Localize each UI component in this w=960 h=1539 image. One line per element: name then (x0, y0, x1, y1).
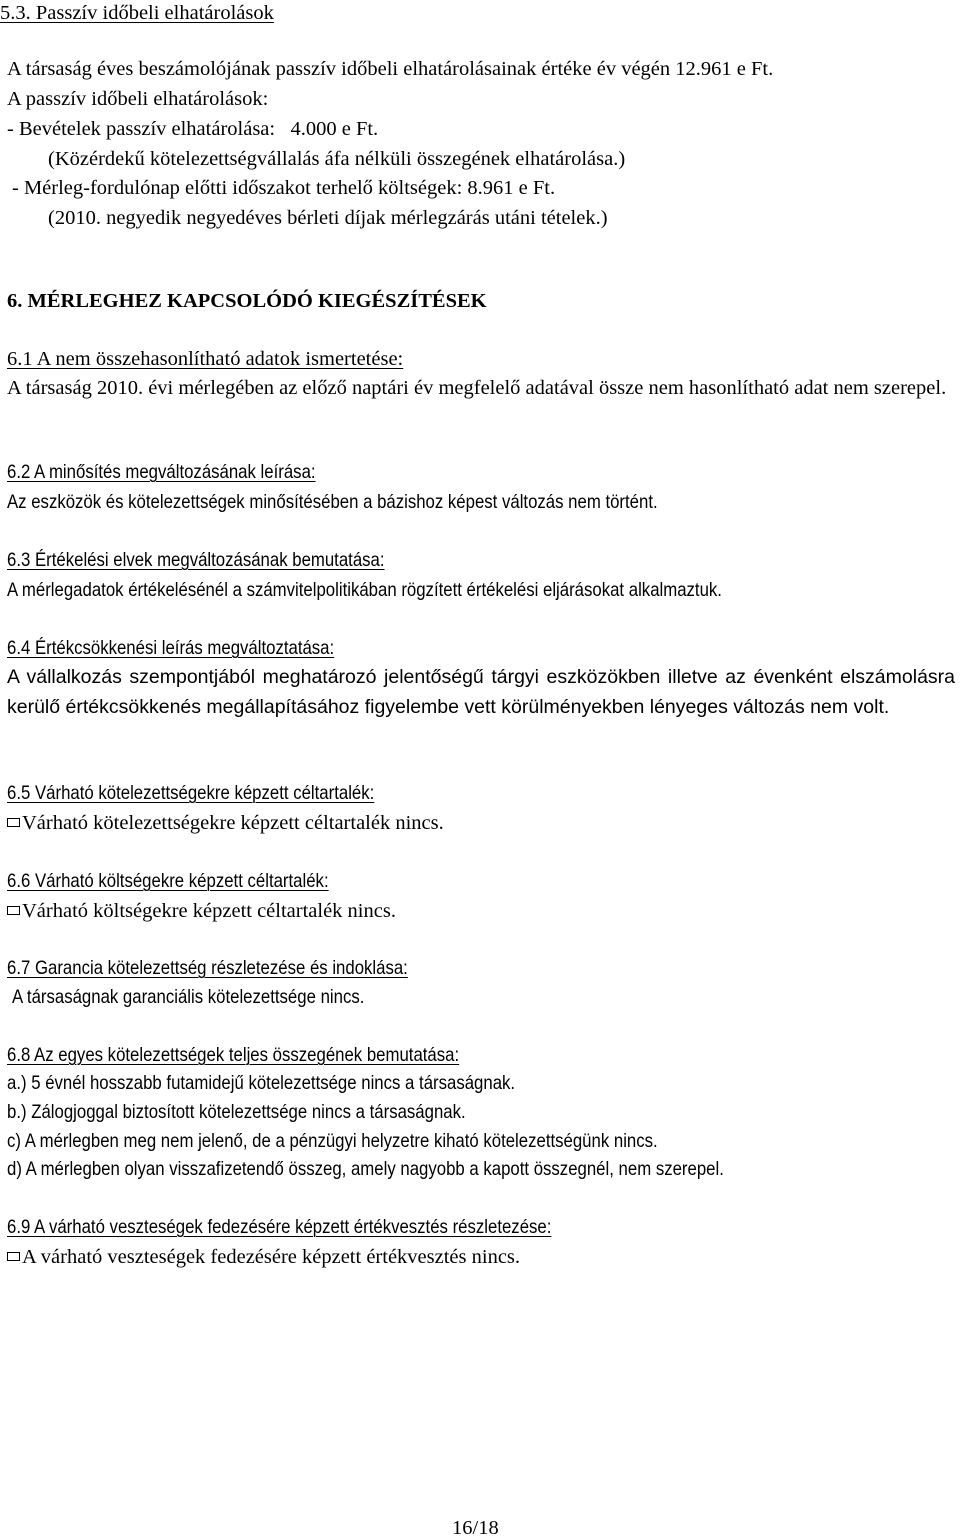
bullet-icon (7, 818, 20, 827)
section-6-5-text: Várható kötelezettségekre képzett céltartalék nincs. (7, 813, 444, 834)
paragraph-line: (Közérdekű kötelezettségvállalás áfa nélküli összegének elhatárolása.) (48, 148, 626, 170)
section-6-8-title: 6.8 Az egyes kötelezettségek teljes összegének bemutatása: (7, 1044, 460, 1066)
list-item: b.) Zálogjoggal biztosított kötelezettsége nincs a társaságnak. (7, 1101, 466, 1123)
list-item: c) A mérlegben meg nem jelenő, de a pénzügyi helyzetre kiható kötelezettségünk nincs. (7, 1130, 658, 1152)
section-6-7-text: A társaságnak garanciális kötelezettsége nincs. (12, 986, 365, 1008)
section-6-6-title: 6.6 Várható költségekre képzett céltartalék: (7, 870, 329, 892)
section-6-heading: 6. MÉRLEGHEZ KAPCSOLÓDÓ KIEGÉSZÍTÉSEK (7, 290, 487, 312)
section-6-9-text: A várható veszteségek fedezésére képzett értékvesztés nincs. (7, 1247, 520, 1268)
paragraph-line: A társaság éves beszámolójának passzív időbeli elhatárolásainak értéke év végén 12.961 e Ft. (7, 58, 774, 80)
paragraph-line: - Mérleg-fordulónap előtti időszakot terhelő költségek: 8.961 e Ft. (12, 177, 556, 199)
section-6-2-title: 6.2 A minősítés megváltozásának leírása: (7, 461, 316, 483)
page-number: 16/18 (452, 1517, 499, 1539)
section-6-4-text: A vállalkozás szempontjából meghatározó jelentőségű tárgyi eszközökben illetve az évenként elszámolásra kerülő értékcsökkenés megállapításához figyelembe vett körülményekben lényeges változás nem volt. (7, 666, 955, 718)
section-6-6-text: Várható költségekre képzett céltartalék nincs. (7, 901, 396, 922)
section-6-9-title: 6.9 A várható veszteségek fedezésére képzett értékvesztés részletezése: (7, 1216, 552, 1238)
section-6-4-title: 6.4 Értékcsökkenési leírás megváltoztatása: (7, 637, 335, 659)
section-6-1-text: A társaság 2010. évi mérlegében az előző naptári év megfelelő adatával össze nem hasonlítható adat nem szerepel. (7, 377, 947, 399)
bullet-icon (7, 906, 20, 915)
paragraph-line: - Bevételek passzív elhatárolása: 4.000 e Ft. (7, 118, 379, 140)
section-5-3-heading: 5.3. Passzív időbeli elhatárolások (0, 2, 274, 24)
section-6-7-title: 6.7 Garancia kötelezettség részletezése és indoklása: (7, 957, 408, 979)
paragraph-line: (2010. negyedik negyedéves bérleti díjak mérlegzárás utáni tételek.) (48, 207, 608, 229)
section-6-1-title: 6.1 A nem összehasonlítható adatok ismertetése: (7, 348, 404, 370)
section-6-2-text: Az eszközök és kötelezettségek minősítésében a bázishoz képest változás nem történt. (7, 491, 658, 513)
paragraph-line: A passzív időbeli elhatárolások: (7, 88, 269, 110)
section-6-5-title: 6.5 Várható kötelezettségekre képzett céltartalék: (7, 782, 375, 804)
bullet-icon (7, 1252, 20, 1261)
section-6-3-title: 6.3 Értékelési elvek megváltozásának bemutatása: (7, 549, 385, 571)
list-item: a.) 5 évnél hosszabb futamidejű kötelezettsége nincs a társaságnak. (7, 1072, 516, 1094)
section-6-3-text: A mérlegadatok értékelésénél a számvitelpolitikában rögzített értékelési eljárásokat alkalmaztuk. (7, 579, 722, 601)
list-item: d) A mérlegben olyan visszafizetendő összeg, amely nagyobb a kapott összegnél, nem szerepel. (7, 1158, 724, 1180)
